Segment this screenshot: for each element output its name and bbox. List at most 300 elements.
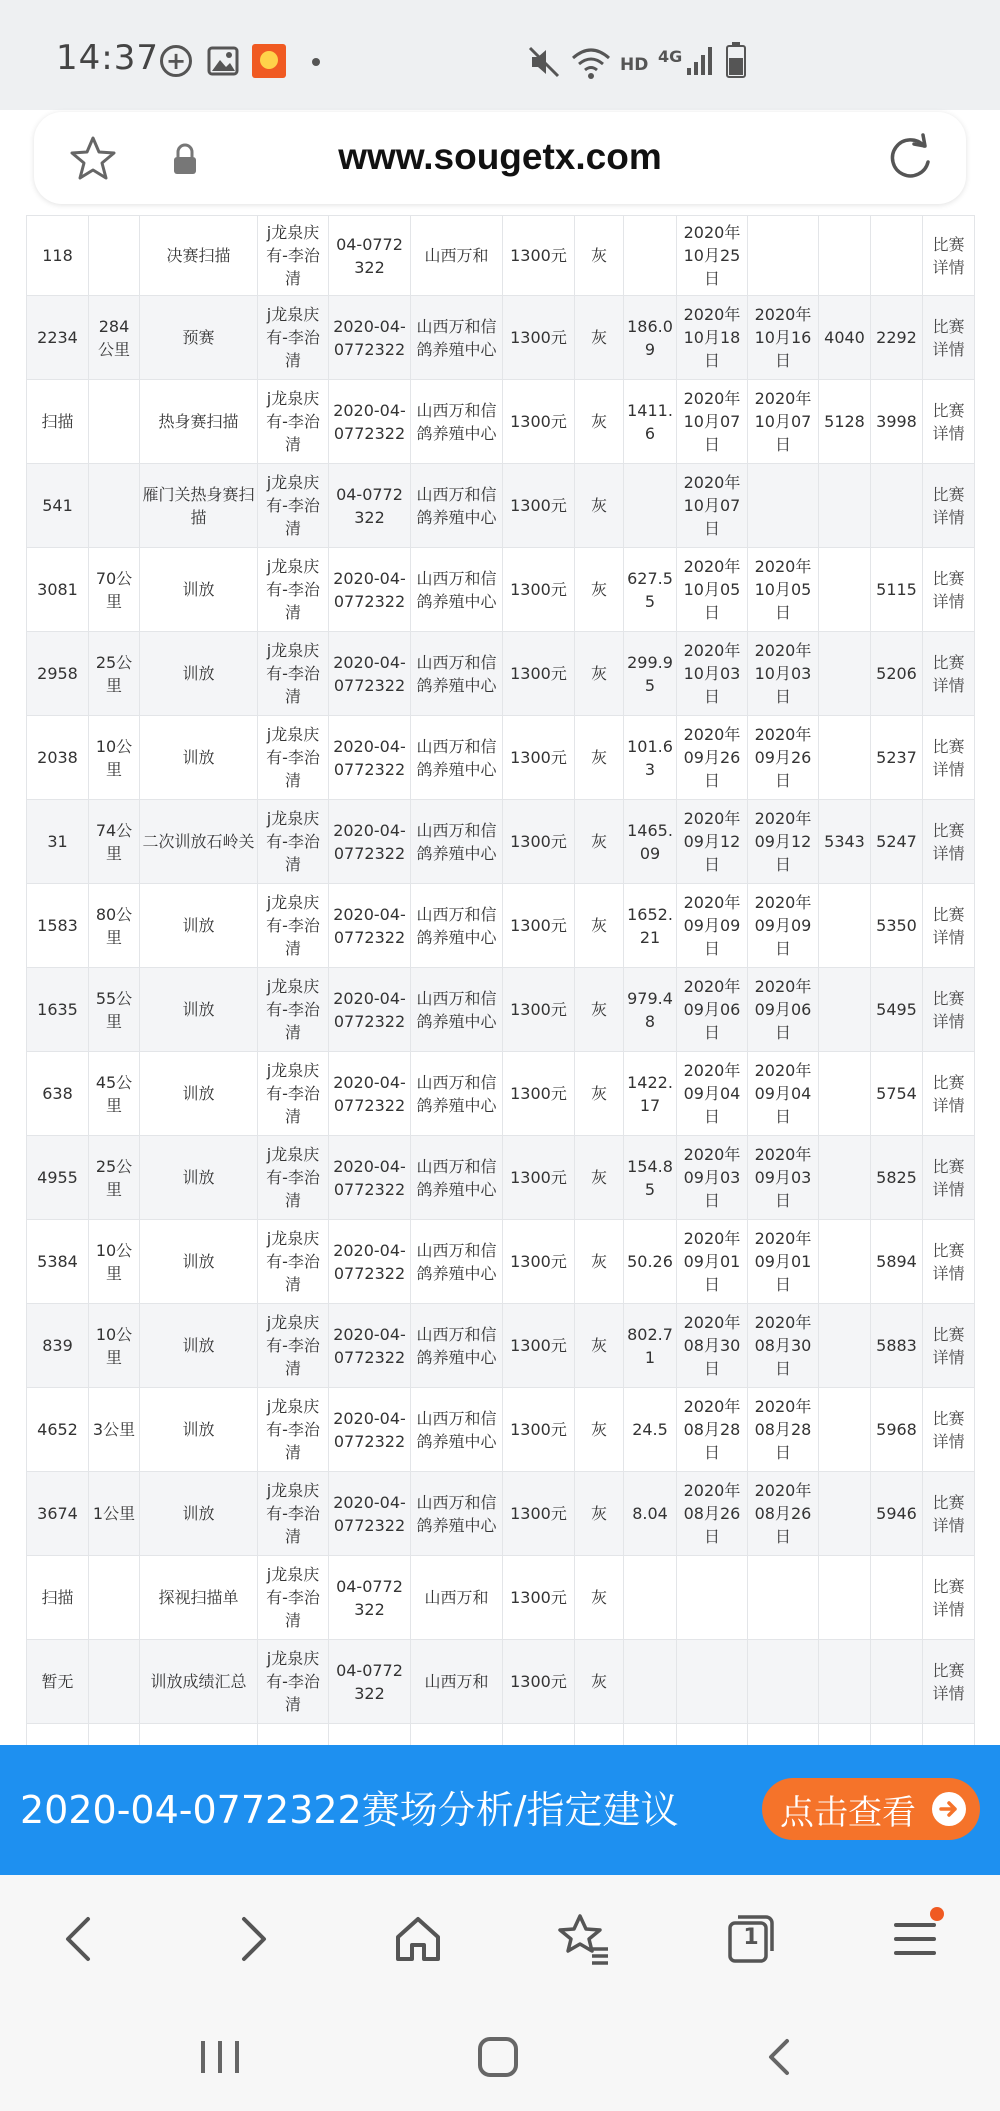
table-row bbox=[27, 1472, 975, 1556]
cell-race-date: 2020年08月28日 bbox=[677, 1388, 748, 1472]
analysis-banner[interactable] bbox=[0, 1745, 1000, 1875]
cell-release-date: 2020年09月06日 bbox=[748, 968, 819, 1052]
cell-details-link[interactable]: 比赛详情 bbox=[923, 884, 975, 968]
cell-owner: j龙泉庆有-李治清 bbox=[258, 1304, 329, 1388]
cell-feather-color: 灰 bbox=[575, 1472, 624, 1556]
cell-details-link[interactable]: 比赛详情 bbox=[923, 1388, 975, 1472]
cell-distance: 284公里 bbox=[89, 296, 140, 380]
cell-loft: 山西万和信鸽养殖中心 bbox=[411, 1220, 503, 1304]
table-row bbox=[27, 1388, 975, 1472]
notification-dot-icon bbox=[930, 1907, 944, 1921]
cell-details-link[interactable]: 比赛详情 bbox=[923, 548, 975, 632]
cell-fee: 1300元 bbox=[503, 1220, 575, 1304]
cell-count-1 bbox=[819, 464, 871, 548]
table-row bbox=[27, 884, 975, 968]
table-row bbox=[27, 716, 975, 800]
cell-loft: 山西万和信鸽养殖中心 bbox=[411, 548, 503, 632]
cell-speed: 101.63 bbox=[624, 716, 677, 800]
cell-owner: j龙泉庆有-李治清 bbox=[258, 548, 329, 632]
cell-speed: 1411.6 bbox=[624, 380, 677, 464]
cell-ring-number: 2020-04-0772322 bbox=[329, 380, 411, 464]
cell-loft: 山西万和信鸽养殖中心 bbox=[411, 380, 503, 464]
cell-feather-color: 灰 bbox=[575, 716, 624, 800]
cell-count-2 bbox=[871, 1556, 923, 1640]
status-bar bbox=[0, 0, 1000, 110]
cell-details-link[interactable]: 比赛详情 bbox=[923, 1136, 975, 1220]
cell-speed: 299.95 bbox=[624, 632, 677, 716]
cell-loft: 山西万和信鸽养殖中心 bbox=[411, 884, 503, 968]
cell-count-2: 5894 bbox=[871, 1220, 923, 1304]
cell-count-2: 5968 bbox=[871, 1388, 923, 1472]
cell-count-1 bbox=[819, 1388, 871, 1472]
cell-owner: j龙泉庆有-李治清 bbox=[258, 632, 329, 716]
cell-speed: 979.48 bbox=[624, 968, 677, 1052]
cell-rank: 118 bbox=[27, 216, 89, 296]
cell-feather-color: 灰 bbox=[575, 464, 624, 548]
recent-apps-icon[interactable] bbox=[195, 2037, 245, 2077]
cell-release-date: 2020年10月16日 bbox=[748, 296, 819, 380]
system-home-icon[interactable] bbox=[473, 2037, 523, 2077]
cell-fee: 1300元 bbox=[503, 1472, 575, 1556]
cell-speed: 1652.21 bbox=[624, 884, 677, 968]
cell-rank: 3674 bbox=[27, 1472, 89, 1556]
cell-distance: 10公里 bbox=[89, 1304, 140, 1388]
cell-distance: 3公里 bbox=[89, 1388, 140, 1472]
wifi-icon bbox=[570, 46, 612, 82]
cell-race-date: 2020年09月06日 bbox=[677, 968, 748, 1052]
cell-details-link[interactable]: 比赛详情 bbox=[923, 800, 975, 884]
cell-owner: j龙泉庆有-李治清 bbox=[258, 380, 329, 464]
cell-distance: 55公里 bbox=[89, 968, 140, 1052]
cell-details-link[interactable]: 比赛详情 bbox=[923, 464, 975, 548]
cell-ring-number: 2020-04-0772322 bbox=[329, 716, 411, 800]
cell-race-name: 训放成绩汇总 bbox=[140, 1640, 258, 1724]
cell-speed bbox=[624, 216, 677, 296]
cell-distance: 10公里 bbox=[89, 1220, 140, 1304]
table-row bbox=[27, 1556, 975, 1640]
cell-loft: 山西万和信鸽养殖中心 bbox=[411, 632, 503, 716]
menu-icon[interactable] bbox=[888, 1911, 944, 1967]
back-icon[interactable] bbox=[52, 1911, 108, 1967]
cell-ring-number: 2020-04-0772322 bbox=[329, 968, 411, 1052]
cell-distance: 70公里 bbox=[89, 548, 140, 632]
cell-feather-color: 灰 bbox=[575, 216, 624, 296]
table-row bbox=[27, 1304, 975, 1388]
cell-owner: j龙泉庆有-李治清 bbox=[258, 1472, 329, 1556]
cell-owner: j龙泉庆有-李治清 bbox=[258, 968, 329, 1052]
cell-race-name: 预赛 bbox=[140, 296, 258, 380]
cell-count-1 bbox=[819, 1472, 871, 1556]
tab-count: 1 bbox=[743, 1925, 759, 1950]
home-icon[interactable] bbox=[390, 1911, 446, 1967]
cell-fee: 1300元 bbox=[503, 968, 575, 1052]
cell-release-date: 2020年10月03日 bbox=[748, 632, 819, 716]
cell-fee: 1300元 bbox=[503, 380, 575, 464]
gallery-icon bbox=[207, 46, 239, 76]
cell-race-name: 训放 bbox=[140, 968, 258, 1052]
cell-ring-number: 04-0772322 bbox=[329, 464, 411, 548]
cell-count-2: 5247 bbox=[871, 800, 923, 884]
cell-rank: 4652 bbox=[27, 1388, 89, 1472]
cell-feather-color: 灰 bbox=[575, 1304, 624, 1388]
dot-icon bbox=[312, 58, 320, 66]
cell-race-name: 二次训放石岭关 bbox=[140, 800, 258, 884]
cell-details-link[interactable]: 比赛详情 bbox=[923, 1640, 975, 1724]
cell-details-link[interactable]: 比赛详情 bbox=[923, 716, 975, 800]
cell-race-name: 训放 bbox=[140, 1472, 258, 1556]
cell-feather-color: 灰 bbox=[575, 884, 624, 968]
cell-feather-color: 灰 bbox=[575, 1220, 624, 1304]
cell-race-date: 2020年09月04日 bbox=[677, 1052, 748, 1136]
cell-count-1 bbox=[819, 1640, 871, 1724]
cell-rank: 541 bbox=[27, 464, 89, 548]
cell-count-1 bbox=[819, 1556, 871, 1640]
cell-count-2: 5115 bbox=[871, 548, 923, 632]
cell-feather-color: 灰 bbox=[575, 1556, 624, 1640]
cell-race-date: 2020年09月09日 bbox=[677, 884, 748, 968]
cell-feather-color: 灰 bbox=[575, 632, 624, 716]
url-bar[interactable] bbox=[34, 112, 966, 204]
cell-distance: 25公里 bbox=[89, 632, 140, 716]
cell-count-1 bbox=[819, 216, 871, 296]
cell-count-1 bbox=[819, 1136, 871, 1220]
cell-race-date: 2020年10月07日 bbox=[677, 380, 748, 464]
cell-speed: 8.04 bbox=[624, 1472, 677, 1556]
table-row bbox=[27, 632, 975, 716]
cell-count-1 bbox=[819, 968, 871, 1052]
cell-release-date bbox=[748, 464, 819, 548]
cell-owner: j龙泉庆有-李治清 bbox=[258, 296, 329, 380]
cell-release-date: 2020年08月28日 bbox=[748, 1388, 819, 1472]
network-type-label: 4G bbox=[658, 47, 683, 66]
cell-feather-color: 灰 bbox=[575, 1388, 624, 1472]
cell-speed: 627.55 bbox=[624, 548, 677, 632]
cell-distance: 1公里 bbox=[89, 1472, 140, 1556]
table-row bbox=[27, 1220, 975, 1304]
cell-feather-color: 灰 bbox=[575, 968, 624, 1052]
cell-loft: 山西万和信鸽养殖中心 bbox=[411, 1052, 503, 1136]
cell-details-link[interactable]: 比赛详情 bbox=[923, 1220, 975, 1304]
browser-bottom-nav bbox=[0, 1875, 1000, 2001]
table-row bbox=[27, 1640, 975, 1724]
cell-fee: 1300元 bbox=[503, 464, 575, 548]
cell-distance bbox=[89, 380, 140, 464]
cell-speed: 1465.09 bbox=[624, 800, 677, 884]
cell-race-name: 训放 bbox=[140, 548, 258, 632]
cell-loft: 山西万和信鸽养殖中心 bbox=[411, 800, 503, 884]
cell-race-date: 2020年09月03日 bbox=[677, 1136, 748, 1220]
table-body bbox=[27, 216, 975, 1784]
cell-fee: 1300元 bbox=[503, 1556, 575, 1640]
cell-fee: 1300元 bbox=[503, 1388, 575, 1472]
cell-owner: j龙泉庆有-李治清 bbox=[258, 1556, 329, 1640]
cell-count-1 bbox=[819, 548, 871, 632]
cell-speed: 24.5 bbox=[624, 1388, 677, 1472]
cell-rank: 2958 bbox=[27, 632, 89, 716]
hd-label: HD bbox=[620, 55, 649, 75]
table-row bbox=[27, 1136, 975, 1220]
cell-loft: 山西万和信鸽养殖中心 bbox=[411, 296, 503, 380]
cell-race-name: 决赛扫描 bbox=[140, 216, 258, 296]
cell-distance bbox=[89, 1640, 140, 1724]
cell-release-date: 2020年09月04日 bbox=[748, 1052, 819, 1136]
cell-ring-number: 04-0772322 bbox=[329, 1556, 411, 1640]
view-button-label: 点击查看 bbox=[780, 1792, 916, 1833]
cell-distance bbox=[89, 464, 140, 548]
cell-rank: 2038 bbox=[27, 716, 89, 800]
cell-distance: 74公里 bbox=[89, 800, 140, 884]
cell-fee: 1300元 bbox=[503, 1640, 575, 1724]
cell-count-2: 5754 bbox=[871, 1052, 923, 1136]
cell-speed: 1422.17 bbox=[624, 1052, 677, 1136]
cell-owner: j龙泉庆有-李治清 bbox=[258, 464, 329, 548]
cell-feather-color: 灰 bbox=[575, 380, 624, 464]
cell-count-2: 5350 bbox=[871, 884, 923, 968]
cell-count-2: 5206 bbox=[871, 632, 923, 716]
cell-race-name: 训放 bbox=[140, 632, 258, 716]
cell-release-date: 2020年09月12日 bbox=[748, 800, 819, 884]
table-row bbox=[27, 216, 975, 296]
cell-ring-number: 2020-04-0772322 bbox=[329, 884, 411, 968]
cell-count-1 bbox=[819, 1304, 871, 1388]
cell-owner: j龙泉庆有-李治清 bbox=[258, 1640, 329, 1724]
cell-count-1 bbox=[819, 884, 871, 968]
cell-loft: 山西万和 bbox=[411, 1556, 503, 1640]
cell-race-date: 2020年10月07日 bbox=[677, 464, 748, 548]
cell-ring-number: 2020-04-0772322 bbox=[329, 1472, 411, 1556]
banner-text[interactable]: 2020-04-0772322赛场分析/指定建议 bbox=[20, 1788, 679, 1832]
cell-owner: j龙泉庆有-李治清 bbox=[258, 1136, 329, 1220]
cell-race-date: 2020年08月26日 bbox=[677, 1472, 748, 1556]
tabs-icon[interactable] bbox=[722, 1911, 778, 1967]
cell-ring-number: 2020-04-0772322 bbox=[329, 1304, 411, 1388]
cell-rank: 扫描 bbox=[27, 1556, 89, 1640]
cell-rank: 2234 bbox=[27, 296, 89, 380]
cell-ring-number: 2020-04-0772322 bbox=[329, 632, 411, 716]
table-row bbox=[27, 1052, 975, 1136]
cell-race-name: 雁门关热身赛扫描 bbox=[140, 464, 258, 548]
cell-feather-color: 灰 bbox=[575, 800, 624, 884]
cell-rank: 3081 bbox=[27, 548, 89, 632]
cell-count-1: 5343 bbox=[819, 800, 871, 884]
plus-circle-icon: + bbox=[160, 45, 192, 77]
table-row bbox=[27, 380, 975, 464]
system-back-icon[interactable] bbox=[755, 2037, 805, 2077]
cell-race-name: 训放 bbox=[140, 1304, 258, 1388]
cell-ring-number: 04-0772322 bbox=[329, 216, 411, 296]
cell-owner: j龙泉庆有-李治清 bbox=[258, 1220, 329, 1304]
cell-release-date: 2020年08月26日 bbox=[748, 1472, 819, 1556]
results-table bbox=[26, 215, 975, 1784]
cell-fee: 1300元 bbox=[503, 884, 575, 968]
cell-race-name: 训放 bbox=[140, 1136, 258, 1220]
cell-race-name: 训放 bbox=[140, 1388, 258, 1472]
cell-speed bbox=[624, 1556, 677, 1640]
cell-owner: j龙泉庆有-李治清 bbox=[258, 1052, 329, 1136]
cell-fee: 1300元 bbox=[503, 296, 575, 380]
cell-fee: 1300元 bbox=[503, 216, 575, 296]
cell-distance: 80公里 bbox=[89, 884, 140, 968]
cell-race-date: 2020年10月18日 bbox=[677, 296, 748, 380]
cell-speed: 50.26 bbox=[624, 1220, 677, 1304]
cell-count-1: 4040 bbox=[819, 296, 871, 380]
cell-rank: 638 bbox=[27, 1052, 89, 1136]
cell-loft: 山西万和 bbox=[411, 216, 503, 296]
cell-loft: 山西万和信鸽养殖中心 bbox=[411, 968, 503, 1052]
cell-race-date: 2020年10月05日 bbox=[677, 548, 748, 632]
cell-ring-number: 04-0772322 bbox=[329, 1640, 411, 1724]
cell-ring-number: 2020-04-0772322 bbox=[329, 1388, 411, 1472]
cell-count-2: 5946 bbox=[871, 1472, 923, 1556]
cell-owner: j龙泉庆有-李治清 bbox=[258, 800, 329, 884]
cell-loft: 山西万和信鸽养殖中心 bbox=[411, 464, 503, 548]
cell-race-date: 2020年09月26日 bbox=[677, 716, 748, 800]
cell-race-date: 2020年10月25日 bbox=[677, 216, 748, 296]
cell-feather-color: 灰 bbox=[575, 548, 624, 632]
table-row bbox=[27, 548, 975, 632]
cell-ring-number: 2020-04-0772322 bbox=[329, 1220, 411, 1304]
cell-race-name: 训放 bbox=[140, 1220, 258, 1304]
cell-details-link[interactable]: 比赛详情 bbox=[923, 296, 975, 380]
cell-release-date bbox=[748, 1556, 819, 1640]
cell-race-date bbox=[677, 1556, 748, 1640]
cell-loft: 山西万和 bbox=[411, 1640, 503, 1724]
cell-rank: 5384 bbox=[27, 1220, 89, 1304]
cell-loft: 山西万和信鸽养殖中心 bbox=[411, 1136, 503, 1220]
cell-owner: j龙泉庆有-李治清 bbox=[258, 716, 329, 800]
cell-ring-number: 2020-04-0772322 bbox=[329, 800, 411, 884]
cell-loft: 山西万和信鸽养殖中心 bbox=[411, 1304, 503, 1388]
reload-icon[interactable] bbox=[884, 132, 936, 184]
cell-count-1: 5128 bbox=[819, 380, 871, 464]
table-row bbox=[27, 800, 975, 884]
bookmarks-icon[interactable] bbox=[556, 1911, 612, 1967]
cell-details-link[interactable]: 比赛详情 bbox=[923, 1556, 975, 1640]
cell-release-date: 2020年09月26日 bbox=[748, 716, 819, 800]
cell-details-link[interactable]: 比赛详情 bbox=[923, 216, 975, 296]
cell-race-name: 训放 bbox=[140, 884, 258, 968]
cell-count-2 bbox=[871, 1640, 923, 1724]
cell-rank: 31 bbox=[27, 800, 89, 884]
cell-fee: 1300元 bbox=[503, 632, 575, 716]
arrow-right-icon bbox=[932, 1792, 966, 1826]
cell-count-2: 5825 bbox=[871, 1136, 923, 1220]
cell-rank: 1583 bbox=[27, 884, 89, 968]
cell-ring-number: 2020-04-0772322 bbox=[329, 1136, 411, 1220]
cell-release-date: 2020年10月05日 bbox=[748, 548, 819, 632]
cell-details-link[interactable]: 比赛详情 bbox=[923, 968, 975, 1052]
cell-release-date: 2020年09月01日 bbox=[748, 1220, 819, 1304]
cell-fee: 1300元 bbox=[503, 1304, 575, 1388]
battery-icon bbox=[726, 42, 746, 78]
cell-distance: 10公里 bbox=[89, 716, 140, 800]
cell-fee: 1300元 bbox=[503, 800, 575, 884]
cell-count-2: 2292 bbox=[871, 296, 923, 380]
cell-details-link[interactable]: 比赛详情 bbox=[923, 632, 975, 716]
cell-release-date: 2020年09月03日 bbox=[748, 1136, 819, 1220]
cell-release-date: 2020年10月07日 bbox=[748, 380, 819, 464]
cell-race-name: 训放 bbox=[140, 1052, 258, 1136]
cell-count-2: 5237 bbox=[871, 716, 923, 800]
cell-release-date bbox=[748, 216, 819, 296]
cell-race-name: 训放 bbox=[140, 716, 258, 800]
cell-distance: 45公里 bbox=[89, 1052, 140, 1136]
cell-speed: 802.71 bbox=[624, 1304, 677, 1388]
mute-icon bbox=[528, 46, 562, 78]
cell-race-date: 2020年08月30日 bbox=[677, 1304, 748, 1388]
cell-race-name: 热身赛扫描 bbox=[140, 380, 258, 464]
status-time: 14:37 bbox=[56, 38, 159, 78]
cell-speed: 154.85 bbox=[624, 1136, 677, 1220]
cell-count-2: 3998 bbox=[871, 380, 923, 464]
cell-fee: 1300元 bbox=[503, 548, 575, 632]
cell-loft: 山西万和信鸽养殖中心 bbox=[411, 716, 503, 800]
cell-feather-color: 灰 bbox=[575, 296, 624, 380]
cell-count-1 bbox=[819, 716, 871, 800]
cell-details-link[interactable]: 比赛详情 bbox=[923, 1304, 975, 1388]
cell-loft: 山西万和信鸽养殖中心 bbox=[411, 1388, 503, 1472]
cell-race-date bbox=[677, 1640, 748, 1724]
cell-count-2 bbox=[871, 464, 923, 548]
cell-rank: 4955 bbox=[27, 1136, 89, 1220]
cell-owner: j龙泉庆有-李治清 bbox=[258, 884, 329, 968]
cell-feather-color: 灰 bbox=[575, 1136, 624, 1220]
cell-loft: 山西万和信鸽养殖中心 bbox=[411, 1472, 503, 1556]
cell-count-1 bbox=[819, 632, 871, 716]
cell-distance: 25公里 bbox=[89, 1136, 140, 1220]
cell-fee: 1300元 bbox=[503, 1052, 575, 1136]
system-nav-bar bbox=[0, 2001, 1000, 2111]
forward-icon[interactable] bbox=[224, 1911, 280, 1967]
cell-speed: 186.09 bbox=[624, 296, 677, 380]
cell-rank: 1635 bbox=[27, 968, 89, 1052]
cell-fee: 1300元 bbox=[503, 716, 575, 800]
cell-feather-color: 灰 bbox=[575, 1640, 624, 1724]
table-row bbox=[27, 968, 975, 1052]
cell-count-2: 5495 bbox=[871, 968, 923, 1052]
cell-details-link[interactable]: 比赛详情 bbox=[923, 1472, 975, 1556]
cell-rank: 839 bbox=[27, 1304, 89, 1388]
cell-race-date: 2020年10月03日 bbox=[677, 632, 748, 716]
cell-race-date: 2020年09月01日 bbox=[677, 1220, 748, 1304]
cell-ring-number: 2020-04-0772322 bbox=[329, 548, 411, 632]
cell-rank: 扫描 bbox=[27, 380, 89, 464]
results-table-container[interactable] bbox=[26, 215, 974, 1745]
signal-icon bbox=[686, 44, 716, 76]
app-notification-icon bbox=[252, 44, 286, 78]
cell-details-link[interactable]: 比赛详情 bbox=[923, 380, 975, 464]
cell-distance bbox=[89, 216, 140, 296]
cell-count-2 bbox=[871, 216, 923, 296]
table-row bbox=[27, 464, 975, 548]
cell-ring-number: 2020-04-0772322 bbox=[329, 296, 411, 380]
cell-race-name: 探视扫描单 bbox=[140, 1556, 258, 1640]
view-button[interactable] bbox=[762, 1778, 980, 1840]
cell-rank: 暂无 bbox=[27, 1640, 89, 1724]
cell-owner: j龙泉庆有-李治清 bbox=[258, 216, 329, 296]
cell-speed bbox=[624, 464, 677, 548]
cell-release-date: 2020年09月09日 bbox=[748, 884, 819, 968]
cell-owner: j龙泉庆有-李治清 bbox=[258, 1388, 329, 1472]
cell-release-date bbox=[748, 1640, 819, 1724]
cell-details-link[interactable]: 比赛详情 bbox=[923, 1052, 975, 1136]
cell-fee: 1300元 bbox=[503, 1136, 575, 1220]
cell-count-1 bbox=[819, 1052, 871, 1136]
url-text[interactable]: www.sougetx.com bbox=[338, 136, 662, 177]
cell-count-1 bbox=[819, 1220, 871, 1304]
cell-race-date: 2020年09月12日 bbox=[677, 800, 748, 884]
cell-count-2: 5883 bbox=[871, 1304, 923, 1388]
